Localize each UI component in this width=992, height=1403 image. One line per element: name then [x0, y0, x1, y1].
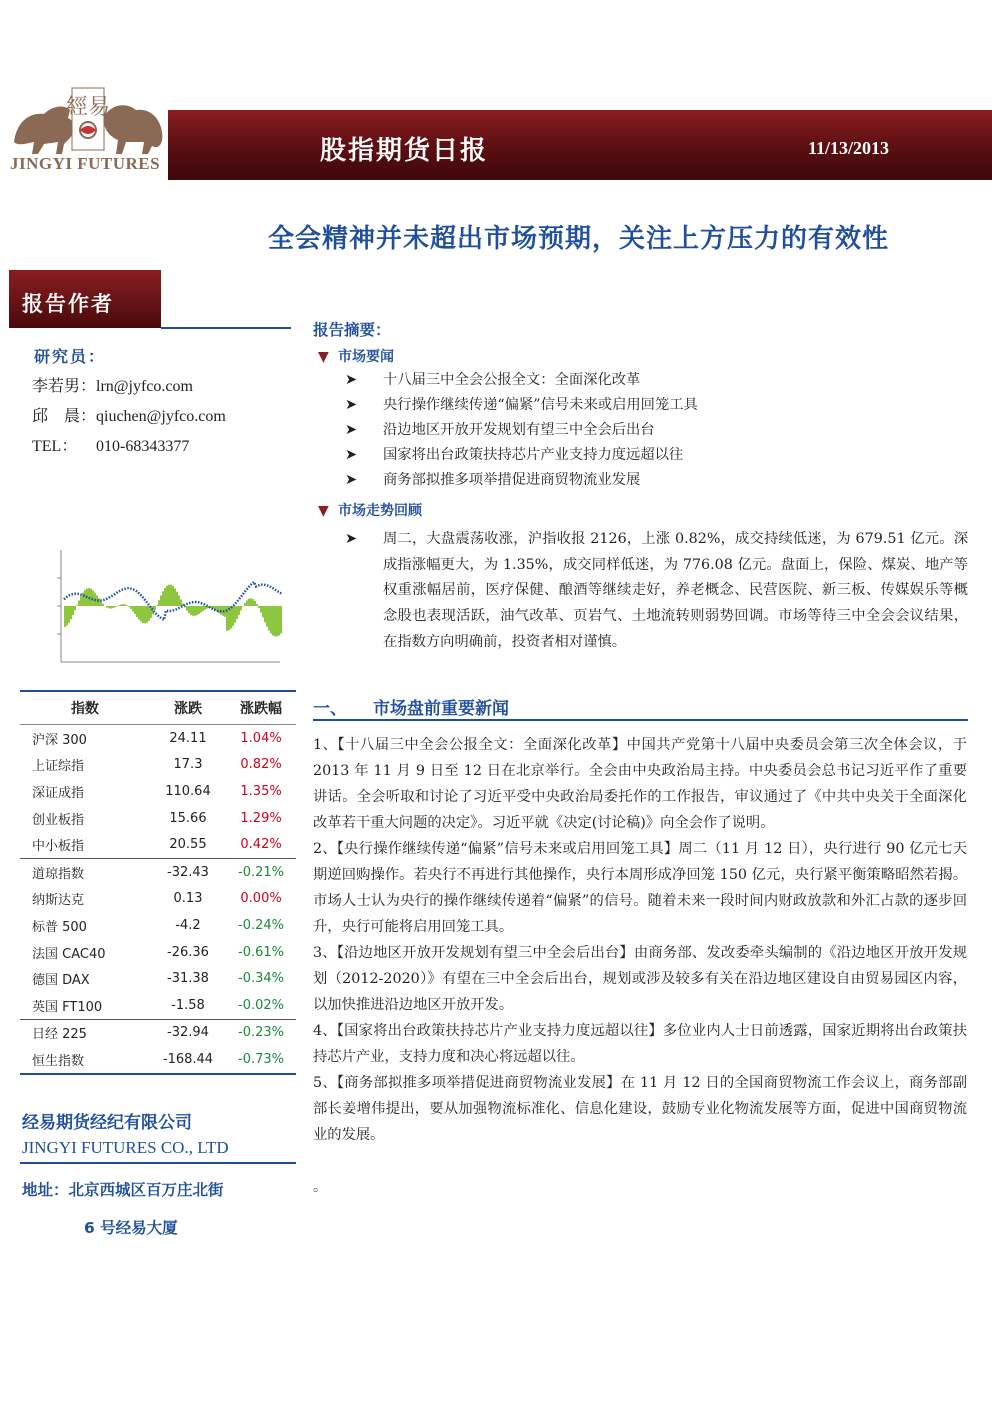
chart-bar	[76, 605, 78, 606]
index-name: 德国 DAX	[32, 973, 90, 989]
index-change-pct: 1.04%	[240, 730, 282, 746]
chart-bar	[66, 606, 68, 625]
chart-bar	[122, 604, 124, 606]
table-row	[20, 1019, 296, 1046]
chart-bar	[68, 606, 70, 623]
list-item: ➤ 沿边地区开放开发规划有望三中全会后出台	[345, 418, 698, 443]
contact-row	[32, 403, 226, 426]
chart-bar	[118, 605, 120, 606]
summary-title: 报告摘要：	[313, 320, 391, 339]
chart-bar	[186, 606, 188, 611]
chart-bar	[252, 599, 254, 606]
arrow-bullet-icon: ▼	[318, 349, 329, 365]
divider	[161, 327, 291, 329]
chart-bar	[128, 606, 130, 607]
chart-bar	[108, 606, 110, 608]
table-row	[20, 831, 296, 858]
table-row	[20, 912, 296, 939]
chart-bar	[166, 586, 168, 606]
index-change-pct: 1.29%	[240, 810, 282, 826]
chart-bar	[244, 603, 246, 606]
chart-bar	[130, 606, 132, 609]
chart-bar	[236, 606, 238, 619]
contact-row	[32, 433, 189, 456]
market-news-heading: ▼ 市场要闻	[318, 349, 394, 365]
chart-bar	[120, 605, 122, 606]
chart-bar	[110, 606, 112, 609]
index-change: 0.13	[173, 891, 203, 907]
chart-bar	[156, 605, 158, 606]
chart-bar	[250, 598, 252, 606]
table-row	[20, 992, 296, 1019]
headline: 全会精神并未超出市场预期，关注上方压力的有效性	[268, 224, 890, 254]
contact-row	[32, 373, 193, 396]
market-chart	[24, 548, 282, 668]
market-review-text: 周二，大盘震荡收涨，沪指收报 2126，上涨 0.82%，成交持续低迷，为 679.51 亿元。深成指涨幅更大，为 1.35%，成交同样低迷，为 776.08 亿元。盘面上，保险、煤炭、地产等权重涨幅居前，医疗保健、酿酒等继续走好，养老概念、民营医院、新三板、传媒娱乐等概念股也表现活跃，油气改革、页岩气、土地流转则弱势回调。市场等待三中全会会议结果，在指数方向明确前，投资者相对谨慎。	[383, 531, 968, 650]
chart-bar	[72, 606, 74, 615]
index-change: 15.66	[169, 810, 207, 826]
column-header: 涨跌幅	[226, 691, 296, 725]
news-paragraph: 2、【央行操作继续传递“偏紧”信号未来或启用回笼工具】周二（11 月 12 日），央行进行 90 亿元七天期逆回购操作。若央行不再进行其他操作，央行本周形成净回笼 150 亿元，央行紧平衡策略昭然若揭。市场人士认为央行的操作继续传递着“偏紧”的信号。随着未来一段时间内财政放款和外汇占款的逐步回升，央行可能将启用回笼工具。	[313, 841, 967, 935]
chart-bar	[100, 601, 102, 606]
list-item: ➤ 央行操作继续传递“偏紧”信号未来或启用回笼工具	[345, 393, 698, 418]
index-name: 恒生指数	[20, 1046, 150, 1074]
chart-bar	[280, 606, 282, 634]
index-change: -1.58	[171, 997, 205, 1013]
index-change-pct: -0.61%	[238, 944, 285, 960]
list-item: ➤ 十八届三中全会公报全文：全面深化改革	[345, 368, 698, 393]
chart-bar	[152, 606, 154, 614]
chart-bar	[164, 588, 166, 606]
chevron-right-icon: ➤	[345, 422, 357, 438]
section-title: 一、 市场盘前重要新闻	[313, 699, 509, 719]
index-change: -32.43	[150, 858, 226, 885]
chart-bar	[192, 606, 194, 616]
chevron-right-icon: ➤	[345, 531, 357, 547]
trailing-mark: 。	[313, 1179, 327, 1195]
index-name: 标普 500	[32, 919, 87, 935]
table-row	[20, 939, 296, 966]
index-change: -26.36	[167, 944, 209, 960]
chart-bar	[150, 606, 152, 618]
company-name-en: JINGYI FUTURES CO., LTD	[22, 1138, 229, 1157]
report-title: 股指期货日报	[320, 136, 489, 166]
chart-bar	[142, 606, 144, 623]
index-change-pct: 0.82%	[240, 757, 282, 773]
chart-bar	[162, 591, 164, 606]
author-box-title: 报告作者	[22, 291, 114, 316]
news-body	[313, 732, 967, 1148]
chart-bar	[74, 606, 76, 610]
market-news-list	[345, 368, 698, 493]
chart-bar	[278, 606, 280, 635]
chart-bar	[80, 596, 82, 606]
index-table	[20, 690, 296, 1075]
list-item: ➤ 国家将出台政策扶持芯片产业支持力度远超以往	[345, 443, 698, 468]
table-row	[20, 965, 296, 992]
chart-bar	[160, 596, 162, 606]
column-header: 指数	[20, 691, 150, 725]
index-name: 深证成指	[32, 785, 85, 801]
table-row	[20, 778, 296, 805]
chart-bar	[274, 606, 276, 636]
chart-bar	[190, 606, 192, 615]
index-name: 创业板指	[32, 812, 85, 828]
news-paragraph: 1、【十八届三中全会公报全文：全面深化改革】中国共产党第十八届中央委员会第三次全体会议，于 2013 年 11 月 9 日至 12 日在北京举行。全会由中央政治局主持。中央委员会总书记习近平作了重要讲话。全会听取和讨论了习近平受中央政治局委托作的工作报告，审议通过了《中共中央关于全面深化改革若干重大问题的决定》。习近平就《决定(讨论稿)》向全会作了说明。	[313, 737, 967, 831]
svg-text:經易: 經易	[65, 95, 111, 120]
news-paragraph: 3、【沿边地区开放开发规划有望三中全会后出台】由商务部、发改委牵头编制的《沿边地区开放开发规划（2012-2020）》有望在三中全会后出台，规划或涉及较多有关在沿边地区建设自由贸易园区内容，以加快推进沿边地区开放开发。	[313, 945, 967, 1013]
chart-bar	[168, 585, 170, 606]
chart-bar	[144, 606, 146, 623]
chart-bar	[70, 606, 72, 619]
index-name: 道琼指数	[20, 858, 150, 885]
divider	[20, 1162, 296, 1164]
index-change: -168.44	[150, 1046, 226, 1074]
chart-bar	[176, 592, 178, 606]
chart-bar	[136, 606, 138, 617]
index-name: 法国 CAC40	[32, 946, 106, 962]
chart-bar	[102, 604, 104, 606]
index-name: 中小板指	[32, 839, 85, 855]
contact-phone-label: TEL：	[32, 438, 78, 455]
index-change: 24.11	[169, 730, 207, 746]
chart-bar	[238, 606, 240, 615]
chart-bar	[172, 586, 174, 606]
index-change-pct: -0.24%	[238, 917, 285, 933]
chart-bar	[240, 606, 242, 611]
chart-bar	[78, 600, 80, 606]
chart-bar	[202, 606, 204, 611]
chart-bar	[254, 601, 256, 606]
chart-bar	[234, 606, 236, 623]
table-row	[20, 886, 296, 913]
index-change: -32.94	[150, 1019, 226, 1046]
index-change: -4.2	[175, 917, 201, 933]
index-change-pct: -0.21%	[226, 858, 296, 885]
chart-bar	[266, 606, 268, 627]
chart-bar	[132, 606, 134, 611]
index-name: 英国 FT100	[32, 999, 103, 1015]
chart-bar	[170, 585, 172, 606]
index-change-pct: 1.35%	[240, 783, 282, 799]
chart-bar	[204, 606, 206, 610]
market-review-heading: ▼ 市场走势回顾	[318, 503, 422, 519]
chart-bar	[256, 604, 258, 606]
chart-bar	[64, 606, 66, 627]
chart-bar	[178, 595, 180, 606]
chart-bar	[138, 606, 140, 620]
contact-name: 邱 晨：	[32, 408, 97, 425]
logo-wordmark: JINGYI FUTURES	[10, 154, 161, 173]
table-header-row	[20, 691, 296, 725]
index-change-pct: 0.42%	[240, 837, 282, 853]
index-change-pct: 0.00%	[240, 891, 282, 907]
chart-bar	[264, 606, 266, 622]
index-change: -31.38	[167, 971, 209, 987]
chart-bar	[276, 606, 278, 636]
list-item: ➤ 商务部拟推多项举措促进商贸物流业发展	[345, 468, 698, 493]
contact-email[interactable]: lrn@jyfco.com	[96, 378, 193, 395]
chart-bar	[194, 606, 196, 616]
address-line: 6 号经易大厦	[84, 1219, 178, 1237]
chart-bar	[242, 606, 244, 607]
contact-phone: 010-68343377	[96, 438, 190, 455]
chart-bar	[268, 606, 270, 631]
chart-bar	[106, 606, 108, 608]
chevron-right-icon: ➤	[345, 472, 357, 488]
table-row	[20, 805, 296, 832]
index-change-pct: -0.73%	[226, 1046, 296, 1074]
index-change-pct: -0.23%	[226, 1019, 296, 1046]
index-change-pct: -0.34%	[238, 971, 285, 987]
chart-bar	[148, 606, 150, 621]
index-change: 17.3	[173, 757, 203, 773]
chart-bar	[84, 590, 86, 606]
chart-bar	[258, 606, 260, 608]
chart-bar	[126, 605, 128, 606]
contact-email[interactable]: qiuchen@jyfco.com	[96, 408, 226, 425]
chart-bar	[270, 606, 272, 634]
column-header: 涨跌	[150, 691, 226, 725]
chart-bar	[272, 606, 274, 636]
index-name: 纳斯达克	[32, 893, 85, 909]
company-name-cn: 经易期货经纪有限公司	[22, 1113, 192, 1133]
index-name: 上证综指	[32, 759, 85, 775]
index-name: 沪深 300	[32, 732, 87, 748]
index-change: 110.64	[165, 783, 211, 799]
chart-bar	[124, 604, 126, 606]
chart-bar	[196, 606, 198, 615]
chart-bar	[112, 606, 114, 608]
chart-bar	[146, 606, 148, 623]
chart-bar	[260, 606, 262, 613]
chart-bar	[230, 606, 232, 628]
chart-bar	[134, 606, 136, 614]
chart-bar	[232, 606, 234, 626]
index-name: 日经 225	[20, 1019, 150, 1046]
chart-bar	[174, 588, 176, 606]
table-row	[20, 752, 296, 779]
arrow-bullet-icon: ▼	[318, 503, 329, 519]
index-change: 20.55	[169, 837, 207, 853]
chart-bar	[246, 600, 248, 606]
chart-bar	[188, 606, 190, 613]
index-change-pct: -0.02%	[238, 997, 285, 1013]
address-line: 地址：北京西城区百万庄北街	[22, 1181, 224, 1199]
chart-bar	[114, 606, 116, 607]
chart-bar	[140, 606, 142, 622]
chart-bar	[200, 606, 202, 612]
chart-bar	[158, 600, 160, 606]
news-paragraph: 4、【国家将出台政策扶持芯片产业支持力度远超以往】多位业内人士日前透露，国家近期将出台政策扶持芯片产业，支持力度和决心将远超以往。	[313, 1023, 967, 1065]
table-row	[20, 1046, 296, 1074]
chart-bar	[248, 599, 250, 606]
chevron-right-icon: ➤	[345, 447, 357, 463]
table-row	[20, 858, 296, 885]
chart-bar	[154, 606, 156, 610]
report-date: 11/13/2013	[808, 138, 890, 158]
news-paragraph: 5、【商务部拟推多项举措促进商贸物流业发展】在 11 月 12 日的全国商贸物流工作会议上，商务部副部长姜增伟提出，要从加强物流标准化、信息化建设，鼓励专业化物流发展等方面，促进中国商贸物流业的发展。	[313, 1075, 967, 1143]
table-row	[20, 725, 296, 752]
chevron-right-icon: ➤	[345, 372, 357, 388]
chevron-right-icon: ➤	[345, 397, 357, 413]
contact-name: 李若男：	[32, 378, 97, 395]
chart-bar	[262, 606, 264, 617]
divider	[313, 719, 968, 721]
researcher-label: 研究员：	[34, 347, 107, 366]
chart-bar	[180, 600, 182, 606]
chart-bar	[198, 606, 200, 614]
